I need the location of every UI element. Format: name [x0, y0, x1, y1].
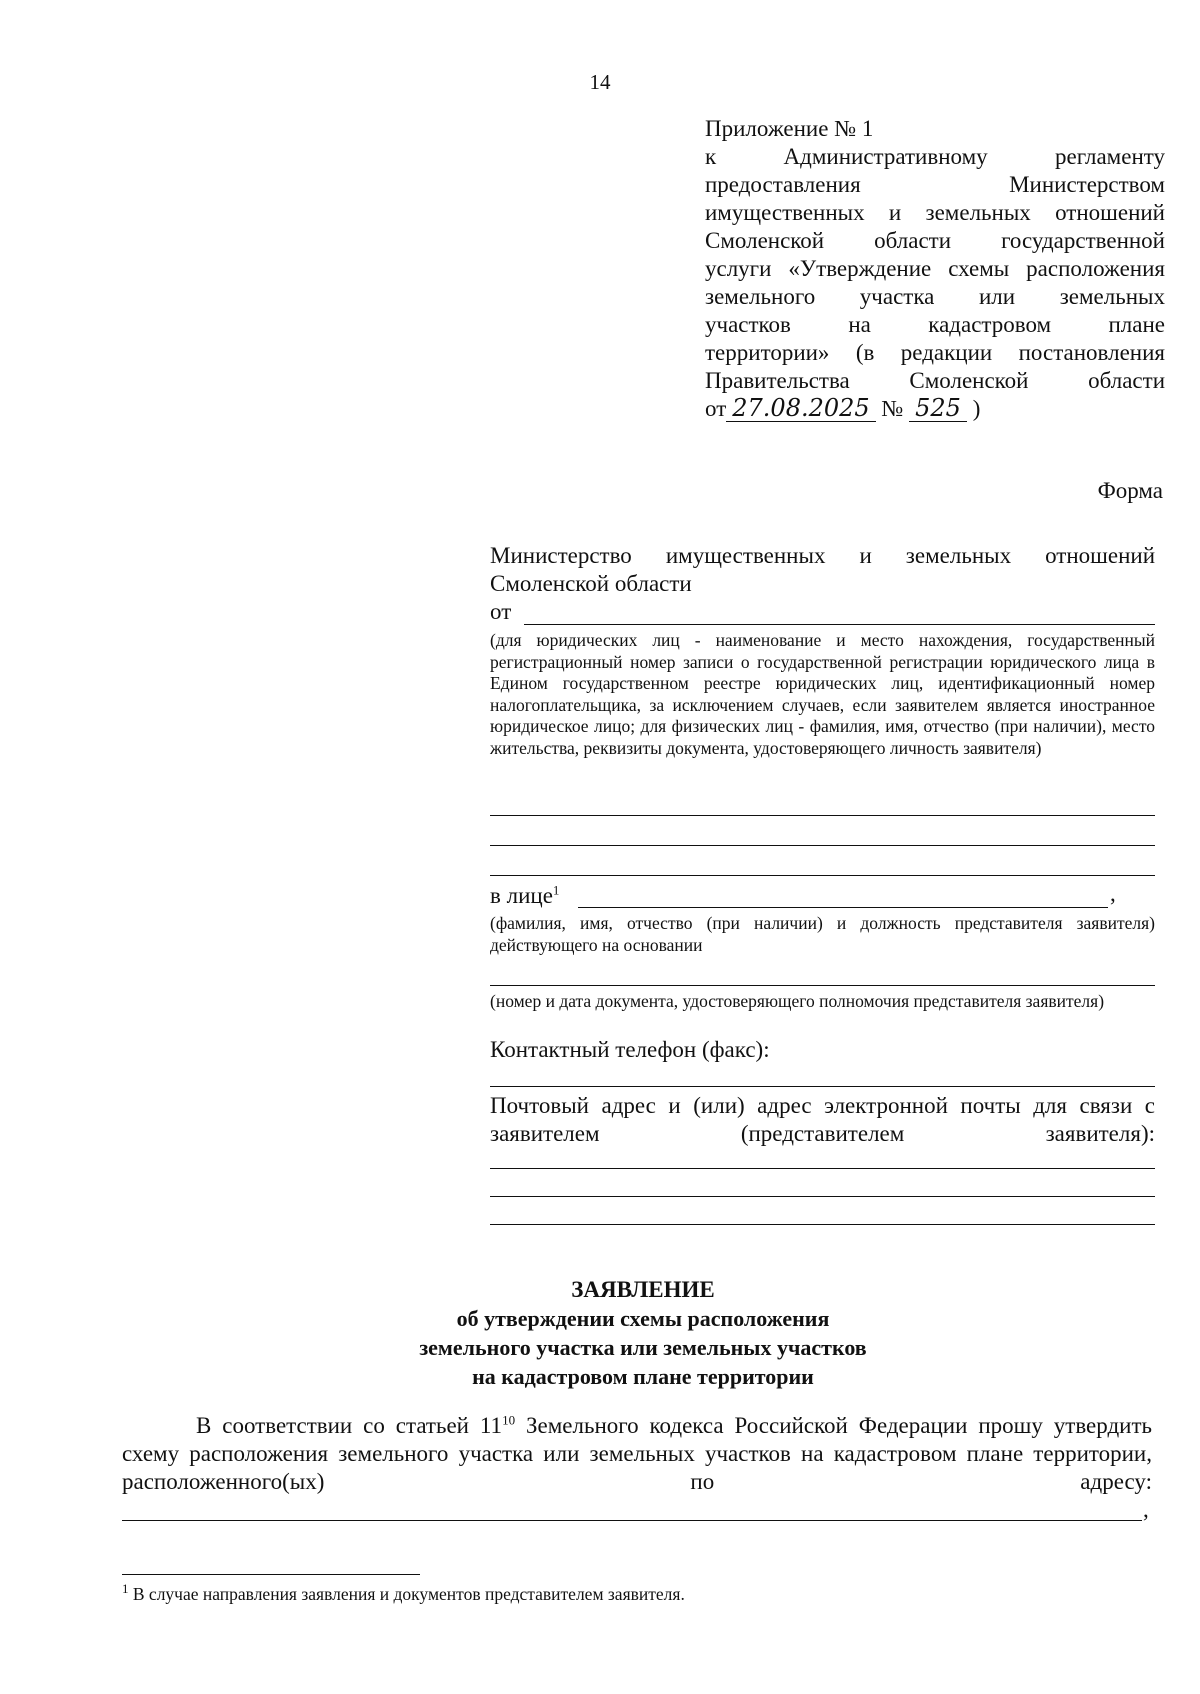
appendix-line: к Административному регламенту [705, 144, 1165, 169]
appendix-line: Смоленской области государственной [705, 228, 1165, 253]
page-number: 14 [589, 70, 611, 94]
applicant-field-line[interactable] [490, 875, 1155, 876]
basis-document-line[interactable] [490, 985, 1155, 986]
from-field-line[interactable] [524, 624, 1155, 625]
article-superscript: 10 [502, 1412, 516, 1428]
postal-field-line[interactable] [490, 1224, 1155, 1225]
appendix-line: земельного участка или земельных [705, 284, 1165, 309]
footnote [122, 1581, 685, 1605]
appendix-line: услуги «Утверждение схемы расположения [705, 256, 1165, 281]
appendix-line: предоставления Министерством [705, 172, 1165, 197]
applicant-field-line[interactable] [490, 845, 1155, 846]
closing-paren: ) [972, 396, 981, 421]
handwritten-date: 27.08.2025 [726, 395, 875, 422]
form-label: Форма [1097, 478, 1163, 503]
phone-field-line[interactable] [490, 1086, 1155, 1087]
handwritten-number: 525 [909, 395, 967, 422]
statement-title-block [0, 1275, 1200, 1391]
from-label: от [490, 599, 512, 624]
body-text-start: В соответствии со статьей 11 [196, 1413, 503, 1438]
representative-label: в лице [490, 883, 553, 908]
postal-field-line[interactable] [490, 1168, 1155, 1169]
postal-field-line[interactable] [490, 1196, 1155, 1197]
statement-subtitle-line: об утверждении схемы расположения [456, 1306, 830, 1331]
appendix-line: территории» (в редакции постановления [705, 340, 1165, 365]
ministry-line-1: Министерство имущественных и земельных отношений [490, 543, 1155, 568]
appendix-line: участков на кадастровом плане [705, 312, 1165, 337]
appendix-line: имущественных и земельных отношений [705, 200, 1165, 225]
statement-subtitle-line: земельного участка или земельных участков [419, 1335, 867, 1360]
address-field-line[interactable] [122, 1520, 1142, 1521]
representative-label-row [490, 882, 559, 910]
appendix-date-line [705, 395, 1165, 423]
number-prefix: № [881, 396, 904, 421]
footnote-text: В случае направления заявления и документов представителем заявителя. [128, 1584, 685, 1604]
statement-subtitle-line: на кадастровом плане территории [472, 1364, 814, 1389]
footnote-mark: 1 [552, 882, 560, 898]
legal-hint: (для юридических лиц - наименование и место нахождения, государственный регистрационный номер записи о государственной регистрации юридического лица в Едином государственном реестре юридических лиц, идентификационный номер налогоплательщика, за исключением случаев, если заявителем является иностранное юридическое лицо; для физических лиц - фамилия, имя, отчество (при наличии), место жительства, реквизиты документа, удостоверяющего личность заявителя) [490, 630, 1155, 758]
applicant-field-line[interactable] [490, 815, 1155, 816]
body-paragraph [122, 1412, 1152, 1496]
ministry-line-2: Смоленской области [490, 571, 692, 596]
date-prefix: от [705, 396, 727, 421]
appendix-line: Правительства Смоленской области [705, 368, 1165, 393]
representative-field-line[interactable] [578, 907, 1108, 908]
footnote-separator [122, 1574, 420, 1575]
footnote-number: 1 [122, 1581, 129, 1597]
postal-label: Почтовый адрес и (или) адрес электронной почты для связи с заявителем (представителем заявителя): [490, 1093, 1155, 1146]
appendix-header [705, 115, 1165, 423]
document-hint: (номер и дата документа, удостоверяющего полномочия представителя заявителя) [490, 991, 1105, 1011]
representative-hint: (фамилия, имя, отчество (при наличии) и должность представителя заявителя) действующего на основании [490, 913, 1155, 955]
phone-label: Контактный телефон (факс): [490, 1037, 770, 1062]
body-text-end: Земельного кодекса Российской Федерации прошу утвердить схему расположения земельного участка или земельных участков на кадастровом плане территории, расположенного(ых) по адресу: [122, 1413, 1152, 1494]
representative-comma: , [1110, 881, 1116, 906]
appendix-title: Приложение № 1 [705, 116, 874, 141]
address-comma: , [1143, 1497, 1149, 1522]
statement-title: ЗАЯВЛЕНИЕ [571, 1277, 715, 1302]
